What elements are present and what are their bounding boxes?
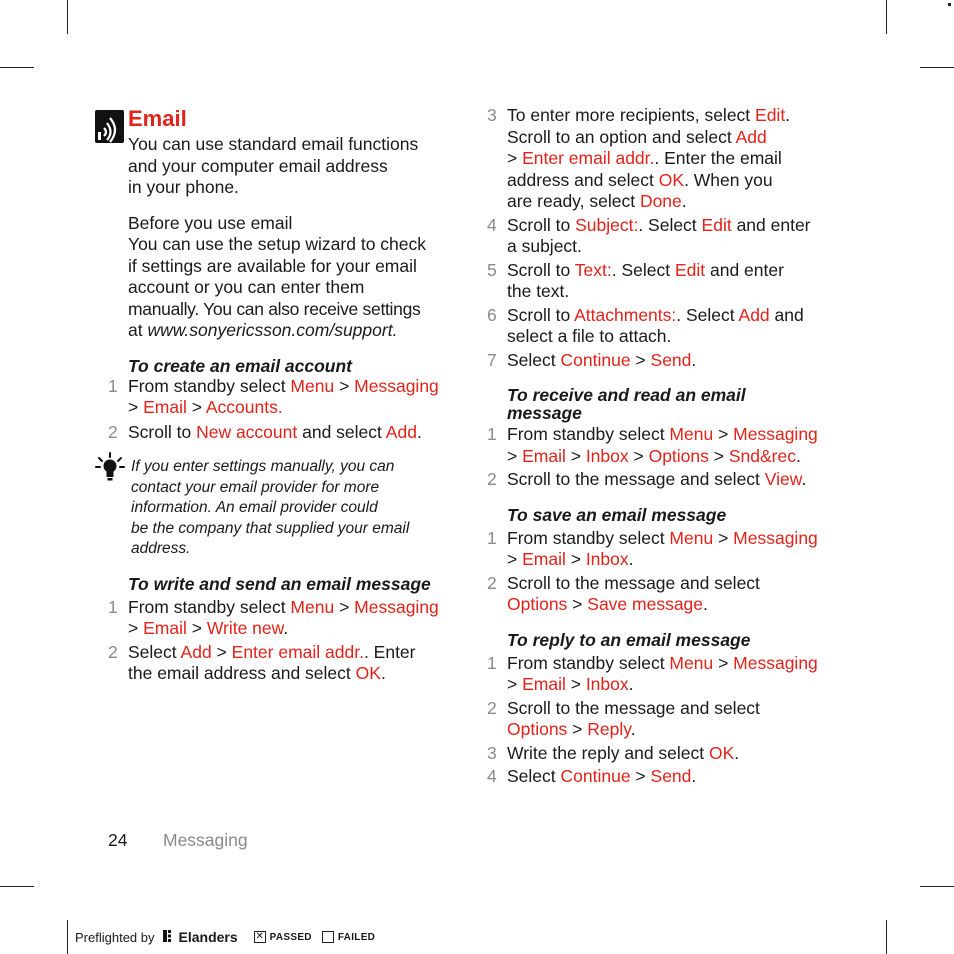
reply-heading: To reply to an email message xyxy=(507,629,751,650)
list-item: 1 From standby select Menu > Messaging > Email > Write new. xyxy=(108,596,439,638)
receive-heading: To receive and read an email xyxy=(507,385,746,405)
right-column xyxy=(487,105,837,788)
crop-mark xyxy=(67,0,68,34)
crop-mark xyxy=(920,67,954,68)
intro-line: and your computer email address xyxy=(128,155,388,176)
wireless-email-icon xyxy=(95,110,124,143)
preflight-stamp xyxy=(75,929,375,945)
list-item: 2 Scroll to the message and select Options > Reply. xyxy=(487,697,760,739)
before-text-line: You can use the setup wizard to check xyxy=(128,234,427,254)
preflight-label: Preflighted by xyxy=(75,929,155,945)
list-item: 2 Scroll to the message and select Options > Save message. xyxy=(487,572,760,614)
list-item: 1 From standby select Menu > Messaging > Email > Inbox > Options > Snd&rec. xyxy=(487,424,818,466)
passed-label: PASSED xyxy=(269,931,312,943)
list-item: 1 From standby select Menu > Messaging > Email > Inbox. xyxy=(487,652,818,694)
before-heading: Before you use email xyxy=(128,212,293,233)
list-item: 1 From standby select Menu > Messaging > Email > Inbox. xyxy=(487,527,818,569)
list-item: 3 To enter more recipients, select Edit. Scroll to an option and select Add > Enter email addr.. Enter the email address and select OK. When you are ready, select Done. xyxy=(487,105,791,211)
before-text-line: manually. You can also receive settings xyxy=(128,298,421,319)
crop-mark xyxy=(0,886,34,887)
intro-line: in your phone. xyxy=(128,177,239,197)
page-number: 24 xyxy=(108,830,128,850)
failed-checkbox xyxy=(322,931,334,943)
receive-heading: message xyxy=(507,403,582,423)
tip-lightbulb-icon xyxy=(94,451,126,483)
list-item: 1 From standby select Menu > Messaging > Email > Accounts. xyxy=(108,375,439,417)
write-heading: To write and send an email message xyxy=(128,573,431,594)
create-heading: To create an email account xyxy=(128,355,353,376)
list-item: 2 Scroll to the message and select View. xyxy=(487,469,807,489)
crop-mark xyxy=(0,67,34,68)
crop-mark xyxy=(920,886,954,887)
crop-dot xyxy=(948,3,951,6)
list-item: 5 Scroll to Text:. Select Edit and enter the text. xyxy=(487,259,784,301)
before-text-line: account or you can enter them xyxy=(128,277,365,297)
note-line: contact your email provider for more xyxy=(131,478,380,496)
list-item: 3 Write the reply and select OK. xyxy=(487,742,740,763)
intro-line: You can use standard email functions xyxy=(128,134,419,154)
support-url[interactable]: www.sonyericsson.com/support. xyxy=(147,320,398,340)
before-text-line: if settings are available for your email xyxy=(128,255,417,276)
page-title: Email xyxy=(128,106,187,131)
list-item: 2 Select Add > Enter email addr.. Enter the email address and select OK. xyxy=(108,641,416,683)
note-line: If you enter settings manually, you can xyxy=(131,458,395,475)
failed-label: FAILED xyxy=(337,931,376,943)
list-item: 6 Scroll to Attachments:. Select Add and select a file to attach. xyxy=(487,304,804,346)
preflight-brand: Elanders xyxy=(178,929,238,945)
section-name: Messaging xyxy=(163,830,248,850)
crop-mark xyxy=(886,920,887,954)
note-line: address. xyxy=(131,540,191,557)
list-item: 4 Scroll to Subject:. Select Edit and enter a subject. xyxy=(487,214,811,256)
crop-mark xyxy=(886,0,887,34)
save-heading: To save an email message xyxy=(507,504,727,525)
elanders-logo-icon xyxy=(163,930,175,945)
left-column xyxy=(108,105,458,685)
note-line: information. An email provider could xyxy=(131,499,378,516)
before-url-line: at www.sonyericsson.com/support. xyxy=(128,320,398,340)
crop-mark xyxy=(67,920,68,954)
list-item: 7 Select Continue > Send. xyxy=(487,349,697,370)
passed-checkbox: ✕ xyxy=(255,931,264,942)
list-item: 4 Select Continue > Send. xyxy=(487,766,697,786)
note-line: be the company that supplied your email xyxy=(131,519,410,537)
tip-note xyxy=(131,457,458,560)
list-item: 2 Scroll to New account and select Add. xyxy=(108,421,422,442)
